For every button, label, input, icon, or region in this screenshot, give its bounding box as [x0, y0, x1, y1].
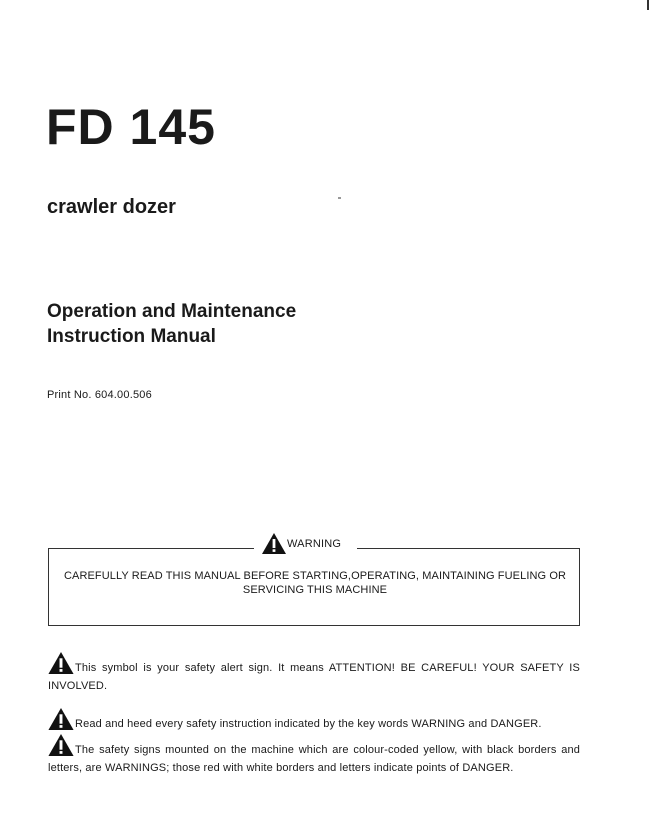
safety-alert-triangle-icon	[48, 734, 74, 761]
scan-speck	[338, 197, 341, 199]
safety-alert-triangle-icon	[48, 708, 74, 735]
safety-note	[48, 734, 580, 776]
safety-note-text: The safety signs mounted on the machine which are colour-coded yellow, with black borders and letters, are WARNINGS; those red with white borders and letters indicate points of DANGER.	[48, 744, 580, 774]
safety-alert-triangle-icon	[48, 652, 74, 679]
warning-label: WARNING	[287, 537, 342, 550]
manual-title-line-2: Instruction Manual	[47, 326, 216, 347]
safety-note	[48, 652, 580, 694]
manual-title	[47, 299, 296, 349]
warning-text: CAREFULLY READ THIS MANUAL BEFORE STARTING,OPERATING, MAINTAINING FUELING OR SERVICING THIS MACHINE	[63, 570, 567, 596]
warning-header	[258, 533, 345, 554]
machine-type: crawler dozer	[47, 196, 176, 218]
safety-note-text: Read and heed every safety instruction indicated by the key words WARNING and DANGER.	[75, 718, 542, 730]
manual-title-line-1: Operation and Maintenance	[47, 301, 297, 322]
safety-note-text: This symbol is your safety alert sign. It means ATTENTION! BE CAREFUL! YOUR SAFETY IS INVOLVED.	[48, 662, 580, 692]
model-title: FD 145	[46, 99, 216, 155]
print-number: Print No. 604.00.506	[47, 389, 152, 401]
safety-note	[48, 708, 580, 735]
scan-edge-mark	[647, 0, 649, 10]
safety-alert-triangle-icon	[262, 533, 286, 554]
